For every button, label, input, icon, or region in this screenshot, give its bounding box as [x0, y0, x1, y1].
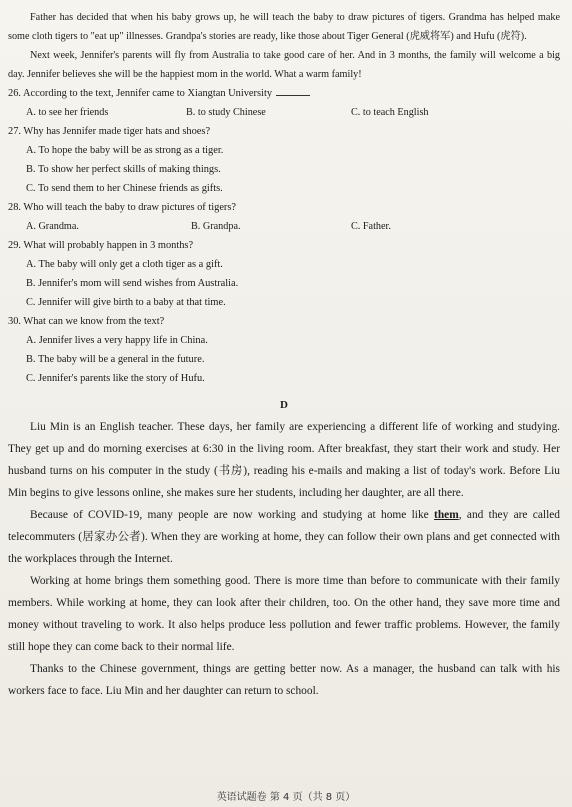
option-c: C. Jennifer's parents like the story of Hufu.	[26, 373, 205, 384]
option-c: C. Jennifer will give birth to a baby at that time.	[26, 297, 226, 308]
section-d-heading: D	[280, 399, 288, 411]
question-stem: 26. According to the text, Jennifer came to Xiangtan University	[8, 84, 560, 103]
passage-d-paragraph-4: Thanks to the Chinese government, things are getting better now. As a manager, the husband can talk with his workers face to face. Liu Min and her daughter can return to school.	[8, 663, 560, 697]
question-28	[8, 198, 560, 236]
option-b: B. Grandpa.	[191, 221, 241, 232]
option-b: B. to study Chinese	[186, 107, 266, 118]
question-27	[8, 122, 560, 198]
option-a: A. Grandma.	[26, 221, 79, 232]
option-c: C. To send them to her Chinese friends as gifts.	[26, 183, 223, 194]
page-content	[8, 8, 560, 702]
passage-c-paragraph-2: Next week, Jennifer's parents will fly from Australia to take good care of her. And in 3 months, the family will welcome a big day. Jennifer believes she will be the happiest mom in the world. What a warm family!	[8, 50, 560, 80]
question-26	[8, 84, 560, 122]
question-options	[8, 217, 560, 236]
question-29	[8, 236, 560, 312]
question-stem: 27. Why has Jennifer made tiger hats and shoes?	[8, 126, 211, 137]
option-b: B. Jennifer's mom will send wishes from Australia.	[26, 278, 239, 289]
question-30	[8, 312, 560, 388]
passage-d-paragraph-3: Working at home brings them something good. There is more time than before to communicate with their family members. While working at home, they can look after their children, too. On the other hand, they save more time and money without traveling to work. It also helps produce less pollution and fewer traffic problems. However, the family still hope they can come back to their normal life.	[8, 575, 560, 653]
option-a: A. to see her friends	[26, 107, 109, 118]
option-a: A. To hope the baby will be as strong as a tiger.	[26, 145, 224, 156]
question-stem: 29. What will probably happen in 3 months?	[8, 240, 194, 251]
page-footer: 英语试题卷 第 4 页（共 8 页）	[216, 792, 356, 803]
passage-c-paragraph-1: Father has decided that when his baby grows up, he will teach the baby to draw pictures of tigers. Grandma has helped make some cloth tigers to "eat up" illnesses. Grandpa's stories are ready, like those about Tiger General (虎威将军) and Hufu (虎符).	[8, 12, 560, 42]
option-b: B. To show her perfect skills of making things.	[26, 164, 221, 175]
question-stem: 30. What can we know from the text?	[8, 316, 165, 327]
option-c: C. to teach English	[351, 107, 429, 118]
underlined-word: them	[434, 509, 459, 521]
option-a: A. Jennifer lives a very happy life in China.	[26, 335, 208, 346]
option-a: A. The baby will only get a cloth tiger as a gift.	[26, 259, 223, 270]
option-b: B. The baby will be a general in the future.	[26, 354, 205, 365]
option-c: C. Father.	[351, 221, 391, 232]
passage-d-paragraph-1: Liu Min is an English teacher. These days, her family are experiencing a different life of working and studying. They get up and do morning exercises at 6:30 in the living room. After breakfast, they start their work and study. Her husband turns on his computer in the study (书房), reading his e-mails and making a list of today's work. Before Liu Min begins to give lessons online, she makes sure her students, including her daughter, are all there.	[8, 421, 560, 499]
question-options	[8, 103, 560, 122]
passage-d-paragraph-2: Because of COVID-19, many people are now working and studying at home like them, and they are called telecommuters (居家办公者). When they are working at home, they can follow their own plans and get connected with the workplaces through the Internet.	[8, 509, 560, 565]
answer-blank	[276, 85, 310, 96]
question-stem: 28. Who will teach the baby to draw pictures of tigers?	[8, 202, 237, 213]
